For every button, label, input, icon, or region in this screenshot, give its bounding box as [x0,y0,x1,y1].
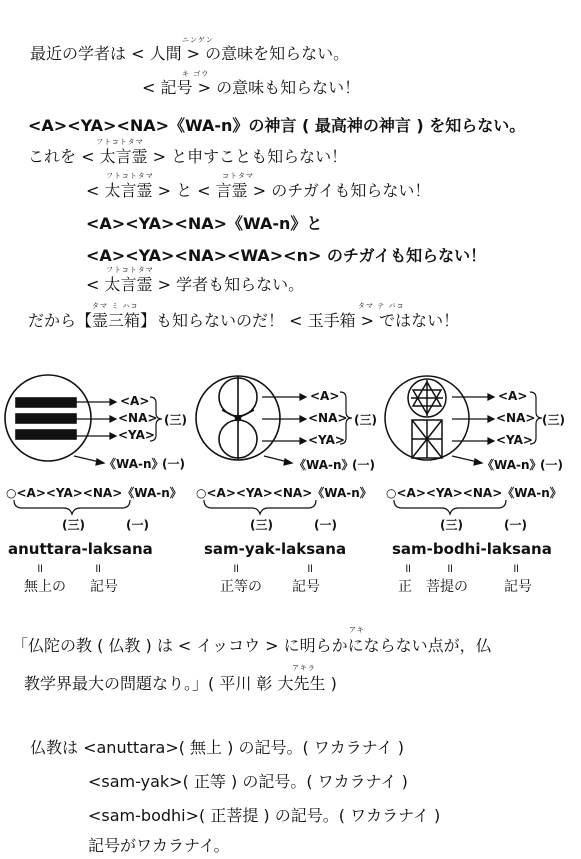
diagram-1-gloss-b: 記号 [90,579,118,595]
diagram-2-label-ya: <YA> [308,433,345,447]
text-line-5: < 太言霊 > と < 言霊 > のチガイも知らない！ [86,181,431,200]
diagram-2-brace-1: (一) [352,458,375,472]
text-line-1: 最近の学者は < 人間 > の意味を知らない。 [30,44,350,63]
diagram-2-under-1: (一) [314,518,337,532]
ruby-akira: アキラ [292,664,316,672]
diagram-2-under-3: (三) [250,518,273,532]
ruby-futokotodama-1: フトコトタマ [96,138,144,146]
ruby-futokotodama-2: フトコトタマ [106,172,154,180]
diagram-3-sanskrit: sam-bodhi-laksana [392,540,552,558]
ruby-ningen: ニンゲン [182,36,214,44]
diagram-3-label-a: <A> [498,389,528,403]
eq-mark: ॥ [94,561,102,575]
diagram-3-brace-3: (三) [542,413,565,427]
diagram-2-brace-3: (三) [354,413,377,427]
bottom-line-3: <sam-bodhi>( 正菩提 ) の記号。( ワカラナイ ) [88,806,441,825]
ruby-kigou: キ ゴウ [182,70,210,78]
diagram-1-label-na: <NA> [118,411,158,425]
text-line-9: だから【霊三箱】も知らないのだ！ < 玉手箱 > ではない！ [28,311,460,330]
diagram-2-label-wan: 《WA-n》 [294,458,354,472]
diagram-1-brace-1: (一) [162,457,185,471]
eq-mark: ॥ [404,561,412,575]
bottom-line-4: 記号がワカラナイ。 [88,836,230,855]
eq-mark: ॥ [36,561,44,575]
ruby-tamatebako: タマ テ バコ [358,302,405,310]
diagram-2-circle-symbol [196,376,280,460]
text-line-3: <A><YA><NA>《WA-n》の神言 ( 最高神の神言 ) を知らない。 [28,116,526,135]
diagram-3-brace-1: (一) [540,458,563,472]
diagram-3-gloss-b: 記号 [504,579,532,595]
diagram-2-sanskrit: sam-yak-laksana [204,540,347,558]
text-line-6: <A><YA><NA>《WA-n》と [86,214,323,233]
diagram-1-label-wan: 《WA-n》 [104,457,164,471]
eq-mark: ॥ [512,561,520,575]
diagram-3-circle-symbol [385,376,469,460]
diagram-1-label-a: <A> [120,394,150,408]
diagram-1-label-ya: <YA> [118,428,155,442]
diagram-1-under-1: (一) [126,518,149,532]
ruby-futokotodama-3: フトコトタマ [106,266,154,274]
text-line-7: <A><YA><NA><WA><n> のチガイも知らない！ [86,246,487,265]
eq-mark: ॥ [232,561,240,575]
diagram-2-gloss-b: 記号 [292,579,320,595]
text-line-2: < 記号 > の意味も知らない！ [142,78,361,97]
ruby-kotodama: コトタマ [222,172,254,180]
diagram-3-label-ya: <YA> [496,433,533,447]
diagram-2-formula: ○<A><YA><NA>《WA-n》 [196,486,372,500]
quote-line-2: 教学界最大の問題なり。」( 平川 彰 大先生 ) [24,674,337,693]
diagram-1-brace-3: (三) [164,413,187,427]
eq-mark: ॥ [446,561,454,575]
diagram-3-label-na: <NA> [496,411,536,425]
diagram-2-label-na: <NA> [308,411,348,425]
ruby-aki: アキ [349,626,365,634]
text-line-4: これを < 太言霊 > と申すことも知らない！ [28,147,348,166]
ruby-tamamihako: タマ ミ ハコ [92,302,139,310]
eq-mark: ॥ [306,561,314,575]
diagram-3-label-wan: 《WA-n》 [482,458,542,472]
diagram-2-gloss-a: 正等の [220,579,262,595]
diagram-3-under-1: (一) [504,518,527,532]
quote-line-1: 「仏陀の教 ( 仏教 ) は < イッコウ > に明らかにならない点が，仏 [12,636,492,655]
diagram-2-label-a: <A> [310,389,340,403]
text-line-8: < 太言霊 > 学者も知らない。 [86,275,305,294]
diagram-1-gloss-a: 無上の [24,579,66,595]
diagram-1-sanskrit: anuttara-laksana [8,540,153,558]
diagram-1-circle-symbol [5,375,91,461]
bottom-line-2: <sam-yak>( 正等 ) の記号。( ワカラナイ ) [88,772,408,791]
diagram-1-under-3: (三) [62,518,85,532]
bottom-line-1: 仏教は <anuttara>( 無上 ) の記号。( ワカラナイ ) [30,738,404,757]
diagram-3-under-3: (三) [440,518,463,532]
diagram-3-formula: ○<A><YA><NA>《WA-n》 [386,486,562,500]
diagram-3-gloss-a: 正 菩提の [398,579,468,595]
diagram-1-formula: ○<A><YA><NA>《WA-n》 [6,486,182,500]
